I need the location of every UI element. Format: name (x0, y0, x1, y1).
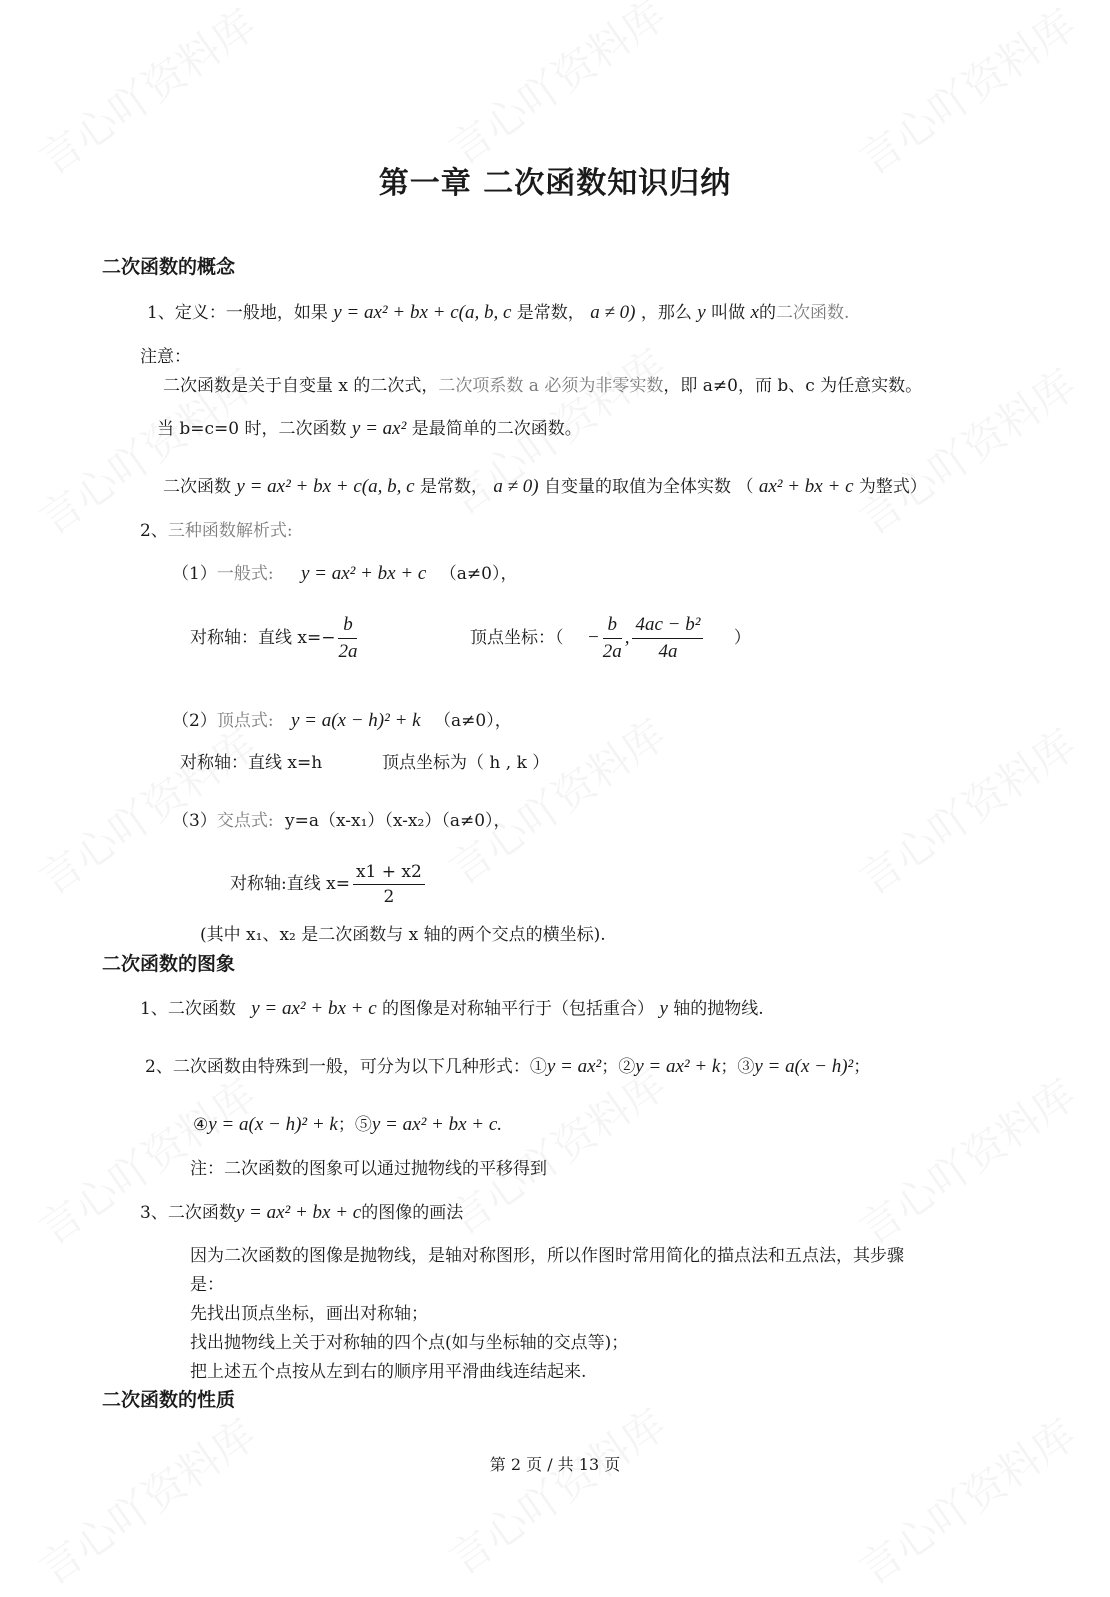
drawing-step-2: 找出抛物线上关于对称轴的四个点(如与坐标轴的交点等)； (190, 1333, 629, 1353)
vertex-form-line (172, 706, 512, 732)
form-condition: （a≠0）， (439, 564, 518, 584)
axis-label: 对称轴：直线 x=− (190, 628, 336, 648)
graph-text: ；③ (720, 1057, 755, 1077)
form-equation-1: y = ax² (546, 1056, 602, 1077)
fraction-numerator: b (603, 614, 622, 639)
note-label: 注意： (140, 347, 191, 367)
drawing-step-intro: 因为二次函数的图像是抛物线，是轴对称图形，所以作图时常用简化的描点法和五点法，其步骤 (190, 1246, 904, 1266)
fraction-denominator: 2 (383, 887, 395, 907)
form-number: （1） (172, 564, 217, 584)
fraction-denominator: 2a (338, 641, 358, 662)
watermark (436, 703, 677, 897)
form-equation-4: y = a(x − h)² + k (208, 1114, 338, 1135)
graph-text: 3、二次函数 (140, 1203, 236, 1223)
note-line-3 (163, 472, 927, 498)
definition-text: 叫做 (711, 303, 746, 323)
graph-text: 轴的抛物线. (673, 999, 764, 1019)
watermark (846, 713, 1087, 907)
vertex-y-fraction (632, 614, 703, 663)
general-form-equation: y = ax² + bx + c (300, 563, 427, 584)
graph-equation: y = ax² + bx + c (235, 1202, 362, 1223)
graph-text: ； (853, 1057, 871, 1077)
vertex-form-equation: y = a(x − h)² + k (290, 710, 421, 731)
note-line-1 (163, 371, 922, 396)
form-number: （2） (172, 711, 217, 731)
drawing-step-3: 把上述五个点按从左到右的顺序用平滑曲线连结起来. (190, 1362, 587, 1382)
form-label: 一般式: (216, 564, 274, 584)
note-equation: y = ax² (351, 418, 407, 439)
page-title: 第一章 二次函数知识归纳 (378, 166, 732, 201)
graph-point-1 (140, 994, 764, 1020)
definition-text: ，那么 (640, 303, 692, 323)
definition-condition: a ≠ 0) (590, 302, 636, 323)
definition-text: 的 (758, 303, 776, 323)
forms-number: 2、 (140, 521, 168, 541)
graph-var-y: y (659, 998, 668, 1019)
fraction-numerator: 4ac − b² (632, 614, 703, 639)
graph-point-2-cont (193, 1110, 502, 1136)
graph-text: ④ (193, 1115, 209, 1135)
note-highlight: 二次项系数 a 必须为非零实数 (438, 376, 664, 396)
fraction-numerator: b (338, 614, 357, 639)
axis-label: 对称轴:直线 x= (230, 874, 350, 894)
drawing-step-intro-cont: 是： (190, 1275, 224, 1295)
note-text: 自变量的取值为全体实数 （ (544, 477, 754, 497)
watermark (436, 1393, 677, 1587)
graph-equation: y = ax² + bx + c (251, 998, 377, 1019)
general-form-axis (190, 614, 360, 663)
definition-text: 是常数， (516, 303, 585, 323)
note-text: 是常数， (419, 477, 488, 497)
general-form-vertex: 顶点坐标：（ − $\frac{b}{2a}$ , $\frac{\text{4ac − b²}}{4a}$ ） (470, 614, 751, 662)
note-text: 是最简单的二次函数。 (411, 419, 582, 439)
drawing-step-1: 先找出顶点坐标，画出对称轴； (190, 1304, 428, 1324)
watermark (436, 1053, 677, 1247)
form-label: 交点式: (216, 811, 274, 831)
form-condition: （a≠0）， (434, 711, 512, 731)
graph-text: 1、二次函数 (140, 999, 236, 1019)
section-heading-properties: 二次函数的性质 (102, 1389, 236, 1411)
note-text: ，即 a≠0，而 b、c 为任意实数。 (663, 376, 923, 396)
form-number: （3） (172, 811, 217, 831)
axis-fraction (353, 862, 425, 907)
graph-text: 的图像的画法 (361, 1203, 464, 1223)
section-heading-concept: 二次函数的概念 (102, 256, 236, 278)
note-condition: a ≠ 0) (493, 476, 539, 497)
watermark (846, 1403, 1087, 1597)
intercept-form-axis (230, 862, 428, 907)
watermark (436, 0, 677, 177)
note-text: 为整式） (858, 477, 927, 497)
note-line-2 (157, 414, 582, 440)
definition-var-y: y (697, 302, 706, 323)
axis-fraction (338, 614, 357, 663)
definition-var-x: x (750, 302, 759, 323)
form-equation-2: y = ax² + k (635, 1056, 721, 1077)
vertex-x-fraction (603, 614, 622, 663)
intercept-form-line (172, 806, 511, 831)
note-text: 二次函数 (163, 477, 231, 497)
note-equation: y = ax² + bx + c(a, b, c (236, 476, 415, 497)
watermark (26, 1403, 267, 1597)
fraction-numerator: x1 + x2 (353, 862, 425, 885)
fraction-denominator: 2a (602, 641, 622, 662)
graph-text: 2、二次函数由特殊到一般，可分为以下几种形式：① (145, 1057, 547, 1077)
vertex-sign: − (586, 627, 600, 648)
intercept-form-note: (其中 x₁、x₂ 是二次函数与 x 轴的两个交点的横坐标). (200, 925, 606, 945)
fraction-denominator: 4a (658, 641, 678, 662)
intercept-form-equation: y=a（x-x₁）（x-x₂）（a≠0）， (284, 811, 511, 831)
page-footer: 第 2 页 / 共 13 页 (489, 1455, 621, 1474)
form-equation-5: y = ax² + bx + c (371, 1114, 498, 1135)
vertex-form-axis: 对称轴：直线 x=h (180, 753, 323, 773)
general-form-line (172, 559, 517, 585)
definition-text: 1、定义：一般地，如果 (147, 303, 328, 323)
forms-heading (140, 516, 293, 541)
definition-equation: y = ax² + bx + c(a, b, c (333, 302, 512, 323)
graph-text: . (497, 1114, 503, 1135)
definition-term: 二次函数. (775, 303, 850, 323)
section-heading-graph: 二次函数的图象 (102, 953, 236, 975)
vertex-close: ） (733, 628, 751, 648)
definition-line (147, 298, 849, 324)
vertex-label: 顶点坐标：（ (470, 628, 564, 648)
graph-text: ；⑤ (337, 1115, 372, 1135)
graph-point-3 (140, 1198, 463, 1224)
note-equation: ax² + bx + c (758, 476, 854, 497)
forms-label: 三种函数解析式: (167, 521, 293, 541)
graph-point-2 (145, 1052, 870, 1078)
graph-note: 注：二次函数的图象可以通过抛物线的平移得到 (190, 1159, 547, 1179)
form-equation-3: y = a(x − h)² (754, 1056, 854, 1077)
graph-text: 的图像是对称轴平行于（包括重合） (382, 999, 655, 1019)
note-text: 当 b=c=0 时，二次函数 (157, 419, 347, 439)
graph-text: ；② (601, 1057, 636, 1077)
note-text: 二次函数是关于自变量 x 的二次式， (163, 376, 439, 396)
watermark (846, 1063, 1087, 1257)
vertex-form-vertex: 顶点坐标为（ h , k ） (382, 753, 550, 773)
form-label: 顶点式: (216, 711, 274, 731)
